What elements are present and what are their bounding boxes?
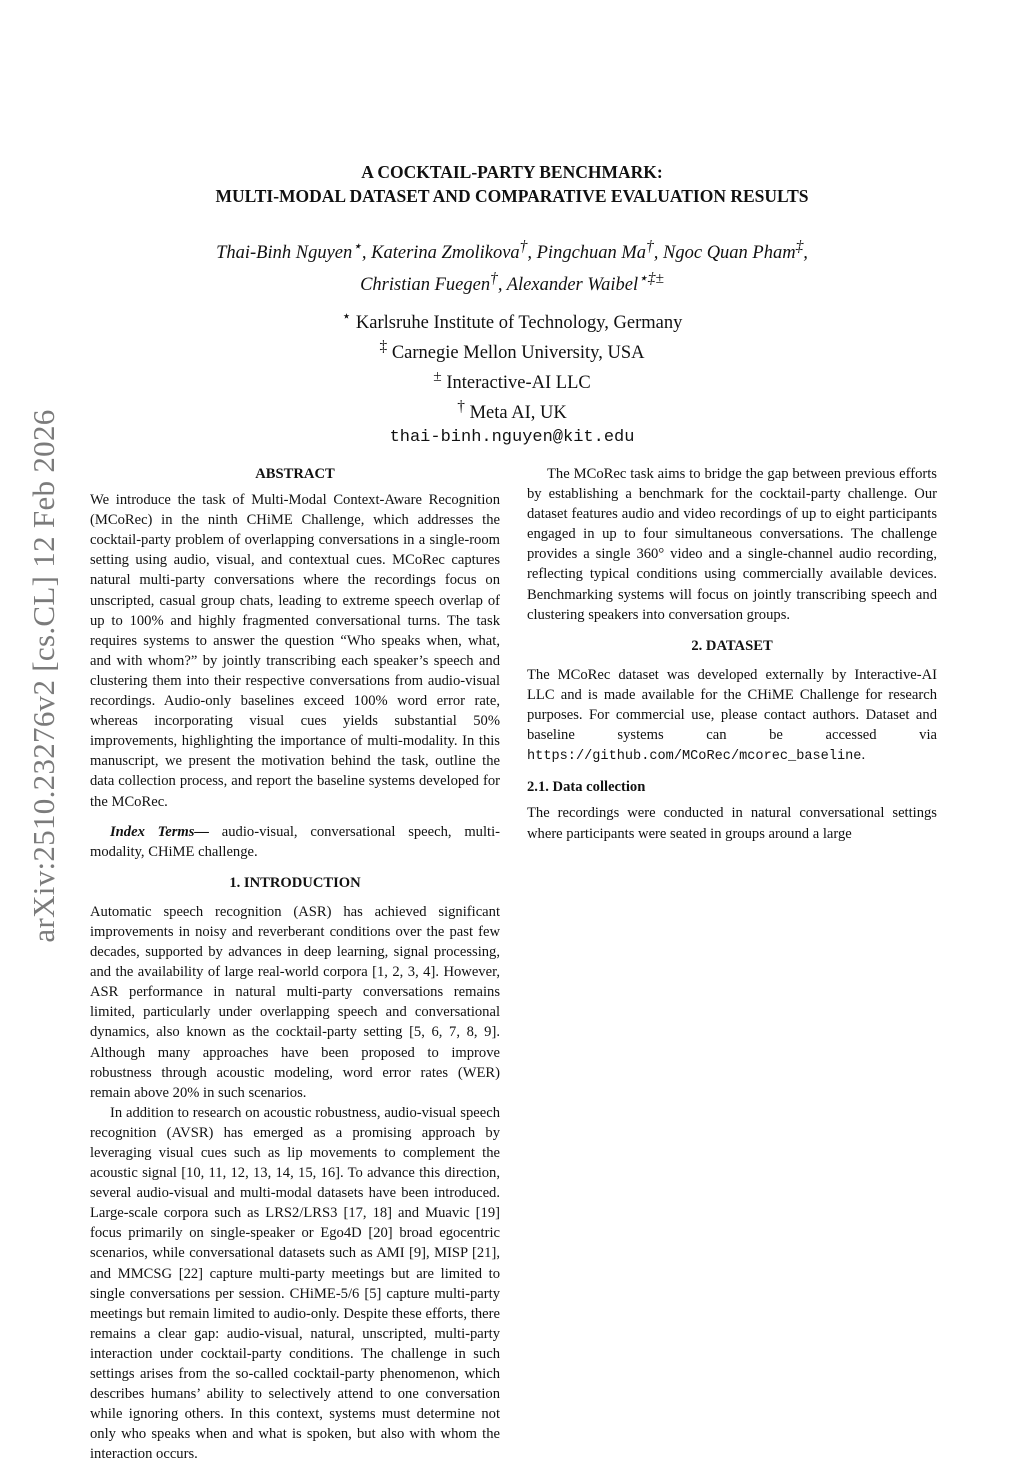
author-name: Alexander Waibel [506,275,639,296]
author-name: Katerina Zmolikova [371,243,520,264]
index-terms [90,822,500,862]
dataset-url-link[interactable]: https://github.com/MCoRec/mcorec_baseline [527,749,862,765]
author-line-1: Thai-Binh Nguyen⋆, Katerina Zmolikova†, Pingchuan Ma†, Ngoc Quan Pham‡, [216,238,808,264]
intro-paragraph-3: The MCoRec task aims to bridge the gap between previous efforts by establishing a benchmark for the cocktail-party challenge. Our dataset features audio and video recordings of up to eight participants engaged in up to four simultaneous conversations. The challenge provides a single 360° video and a single-channel audio recording, reflecting typical conditions using commercially available devices. Benchmarking systems will focus on jointly transcribing speech and clustering speakers into conversation groups. [527,466,937,623]
author-name: Pingchuan Ma [536,243,647,264]
author-line-2: Christian Fuegen†, Alexander Waibel⋆‡± [360,270,664,296]
contact-email[interactable]: thai-binh.nguyen@kit.edu [389,427,635,447]
data-collection-paragraph: The recordings were conducted in natural conversational settings where participants were seated in groups around a large [527,805,937,842]
author-mark: † [490,270,498,288]
index-terms-label: Index Terms— [110,823,209,840]
left-column [90,464,500,1465]
author-list [0,234,1024,298]
right-column [527,464,937,844]
data-collection-heading: 2.1. Data collection [527,779,646,796]
affiliation: ± Interactive-AI LLC [433,368,591,394]
author-mark: ⋆ [352,238,362,255]
dataset-paragraph: The MCoRec dataset was developed externally by Interactive-AI LLC and is made available for the CHiME Challenge for research purposes. For commercial use, please contact authors. Dataset and baseline systems can be accessed via https://github.com/MCoRec/mcorec_baseline. [527,666,937,765]
author-name: Thai-Binh Nguyen [216,243,353,264]
paper-title [0,160,1024,208]
author-name: Ngoc Quan Pham [663,243,796,264]
affiliation: † Meta AI, UK [457,398,567,424]
author-mark: ‡ [795,238,804,255]
title-line-1: A COCKTAIL-PARTY BENCHMARK: [361,162,663,182]
affiliation-list [0,305,1024,449]
author-mark: † [646,238,654,255]
intro-paragraph-1: Automatic speech recognition (ASR) has achieved significant improvements in noisy and reverberant conditions over the past few decades, supported by advances in deep learning, signal processing, and the availability of large real-world corpora [1, 2, 3, 4]. However, ASR performance in natural multi-party conversations remains limited, particularly under overlapping speech and conversational dynamics, also known as the cocktail-party setting [5, 6, 7, 8, 9]. Although many approaches have been proposed to improve robustness through acoustic modeling, word error rates (WER) remain above 20% in such scenarios. [90,903,500,1101]
abstract-heading: ABSTRACT [255,466,335,482]
index-terms-text: audio-visual, conversational speech, multi-modality, CHiME challenge. [90,823,501,860]
title-line-2: MULTI-MODAL DATASET AND COMPARATIVE EVALUATION RESULTS [215,186,809,206]
introduction-heading: 1. INTRODUCTION [229,874,361,891]
author-mark: ⋆‡± [638,270,664,288]
affiliation: ‡ Carnegie Mellon University, USA [379,338,645,364]
affiliation: ⋆ Karlsruhe Institute of Technology, Germany [341,308,683,334]
abstract-text: We introduce the task of Multi-Modal Context-Aware Recognition (MCoRec) in the ninth CHiME Challenge, which addresses the cocktail-party problem of overlapping conversations in a single-room setting using audio, visual, and contextual cues. MCoRec captures natural multi-party conversations where the recordings focus on unscripted, casual group chats, leading to extreme speech overlap of up to 100% and highly fragmented conversational turns. The task requires systems to answer the question “Who speaks when, what, and with whom?” by jointly transcribing each speaker’s speech and clustering them into their respective conversations from audio-visual recordings. Audio-only baselines exceed 100% word error rate, whereas incorporating visual cues yields substantial 50% improvements, highlighting the importance of multi-modality. In this manuscript, we present the motivation behind the task, outline the data collection process, and report the baseline systems developed for the MCoRec. [90,492,500,810]
arxiv-identifier: arXiv:2510.23276v2 [cs.CL] 12 Feb 2026 [26,409,61,943]
author-name: Christian Fuegen [360,275,491,296]
dataset-heading: 2. DATASET [691,637,773,654]
author-mark: † [519,238,528,255]
intro-paragraph-2: In addition to research on acoustic robustness, audio-visual speech recognition (AVSR) has emerged as a promising approach by leveraging visual cues such as lip movements to complement the acoustic signal [10, 11, 12, 13, 14, 15, 16]. To advance this direction, several audio-visual and multi-modal datasets have been introduced. Large-scale corpora such as LRS2/LRS3 [17, 18] and Muavic [19] focus primarily on single-speaker or Ego4D [20] broad egocentric scenarios, while conversational datasets such as AMI [9], MISP [21], and MMCSG [22] capture multi-party meetings but are limited to single conversations per session. CHiME-5/6 [5] capture multi-party meetings but remain limited to audio-only. Despite these efforts, there remains a clear gap: audio-visual, natural, unscripted, multi-party interaction under cocktail-party conditions. The challenge in such settings arises from the so-called cocktail-party phenomenon, which describes humans’ ability to selectively attend to one conversation while ignoring others. In this context, systems must determine not only who speaks when and what is spoken, but also with whom the interaction occurs. [90,1104,500,1463]
